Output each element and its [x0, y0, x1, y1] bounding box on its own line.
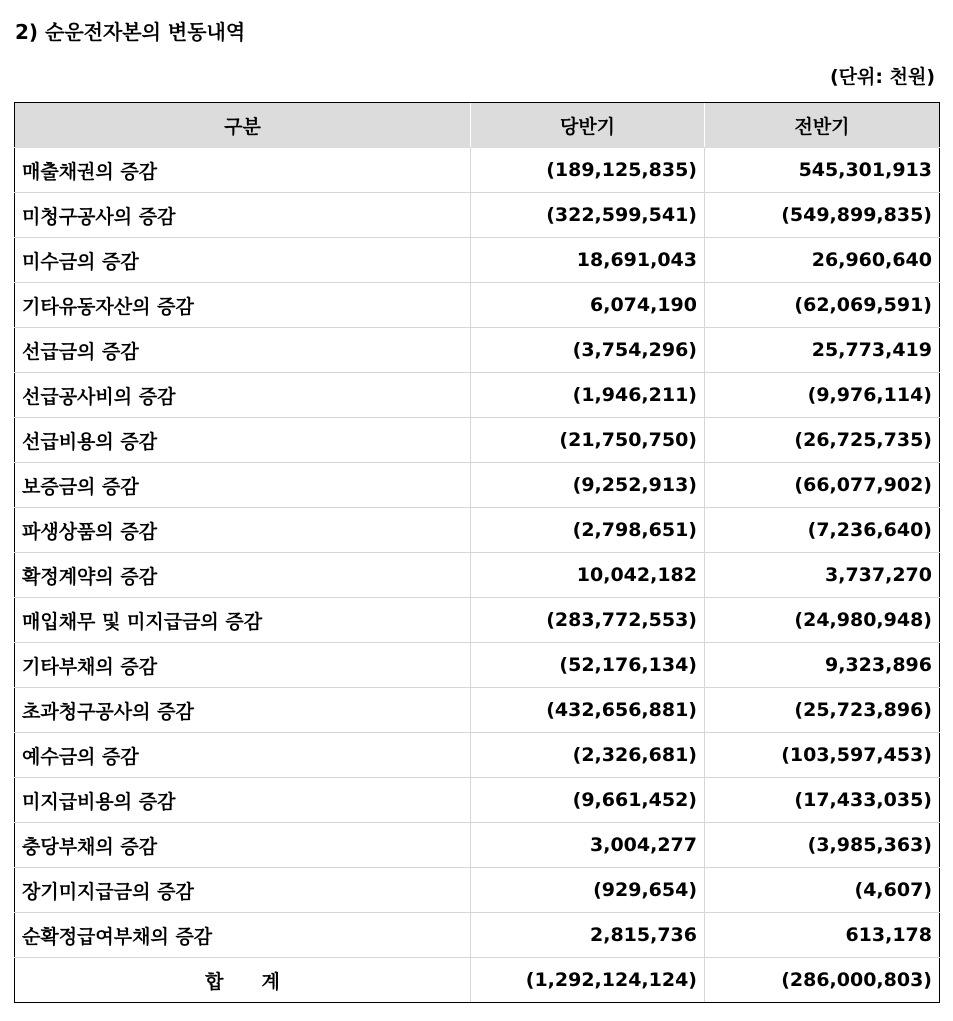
header-row	[15, 103, 940, 148]
working-capital-table	[14, 102, 940, 1003]
row-label: 확정계약의 증감	[15, 553, 471, 598]
row-prior-value: 3,737,270	[705, 553, 940, 598]
table-row	[15, 733, 940, 778]
table-row	[15, 823, 940, 868]
row-current-value: (9,252,913)	[471, 463, 705, 508]
row-prior-value: (26,725,735)	[705, 418, 940, 463]
row-label: 선급공사비의 증감	[15, 373, 471, 418]
total-row	[15, 958, 940, 1003]
row-prior-value: (62,069,591)	[705, 283, 940, 328]
table-row	[15, 643, 940, 688]
row-prior-value: (7,236,640)	[705, 508, 940, 553]
table-row	[15, 688, 940, 733]
row-current-value: 10,042,182	[471, 553, 705, 598]
row-prior-value: (9,976,114)	[705, 373, 940, 418]
row-prior-value: (17,433,035)	[705, 778, 940, 823]
row-label: 미지급비용의 증감	[15, 778, 471, 823]
row-label: 예수금의 증감	[15, 733, 471, 778]
row-prior-value: (4,607)	[705, 868, 940, 913]
table-row	[15, 328, 940, 373]
row-label: 미청구공사의 증감	[15, 193, 471, 238]
row-current-value: (2,798,651)	[471, 508, 705, 553]
row-current-value: (1,946,211)	[471, 373, 705, 418]
row-label: 미수금의 증감	[15, 238, 471, 283]
row-label: 선급비용의 증감	[15, 418, 471, 463]
table-row	[15, 553, 940, 598]
row-current-value: (21,750,750)	[471, 418, 705, 463]
row-current-value: 18,691,043	[471, 238, 705, 283]
row-label: 기타부채의 증감	[15, 643, 471, 688]
row-prior-value: 613,178	[705, 913, 940, 958]
row-prior-value: 9,323,896	[705, 643, 940, 688]
row-prior-value: (3,985,363)	[705, 823, 940, 868]
table-row	[15, 238, 940, 283]
table-row	[15, 598, 940, 643]
row-current-value: 2,815,736	[471, 913, 705, 958]
table-row	[15, 418, 940, 463]
total-current-value: (1,292,124,124)	[471, 958, 705, 1003]
row-label: 보증금의 증감	[15, 463, 471, 508]
row-label: 파생상품의 증감	[15, 508, 471, 553]
row-prior-value: (24,980,948)	[705, 598, 940, 643]
row-current-value: 3,004,277	[471, 823, 705, 868]
row-current-value: (929,654)	[471, 868, 705, 913]
row-label: 충당부채의 증감	[15, 823, 471, 868]
table-row	[15, 778, 940, 823]
table-row	[15, 508, 940, 553]
row-label: 매출채권의 증감	[15, 148, 471, 193]
row-prior-value: (549,899,835)	[705, 193, 940, 238]
unit-label: (단위: 천원)	[830, 66, 935, 88]
total-label: 합 계	[15, 958, 471, 1003]
row-label: 초과청구공사의 증감	[15, 688, 471, 733]
row-current-value: (322,599,541)	[471, 193, 705, 238]
row-label: 장기미지급금의 증감	[15, 868, 471, 913]
section-title: 2) 순운전자본의 변동내역	[15, 20, 246, 44]
row-current-value: (3,754,296)	[471, 328, 705, 373]
row-prior-value: (103,597,453)	[705, 733, 940, 778]
row-prior-value: (25,723,896)	[705, 688, 940, 733]
row-prior-value: 25,773,419	[705, 328, 940, 373]
header-category: 구분	[15, 103, 471, 148]
header-prior-half: 전반기	[705, 103, 940, 148]
table-row	[15, 373, 940, 418]
table-row	[15, 283, 940, 328]
row-current-value: (52,176,134)	[471, 643, 705, 688]
row-current-value: (432,656,881)	[471, 688, 705, 733]
table-row	[15, 913, 940, 958]
row-prior-value: 26,960,640	[705, 238, 940, 283]
row-label: 매입채무 및 미지급금의 증감	[15, 598, 471, 643]
row-current-value: (2,326,681)	[471, 733, 705, 778]
row-prior-value: 545,301,913	[705, 148, 940, 193]
row-current-value: (283,772,553)	[471, 598, 705, 643]
table-row	[15, 463, 940, 508]
total-prior-value: (286,000,803)	[705, 958, 940, 1003]
table-row	[15, 868, 940, 913]
row-label: 선급금의 증감	[15, 328, 471, 373]
row-label: 기타유동자산의 증감	[15, 283, 471, 328]
row-current-value: 6,074,190	[471, 283, 705, 328]
row-current-value: (9,661,452)	[471, 778, 705, 823]
row-label: 순확정급여부채의 증감	[15, 913, 471, 958]
table-body	[15, 148, 940, 1003]
table-row	[15, 148, 940, 193]
header-current-half: 당반기	[471, 103, 705, 148]
table-row	[15, 193, 940, 238]
row-prior-value: (66,077,902)	[705, 463, 940, 508]
row-current-value: (189,125,835)	[471, 148, 705, 193]
